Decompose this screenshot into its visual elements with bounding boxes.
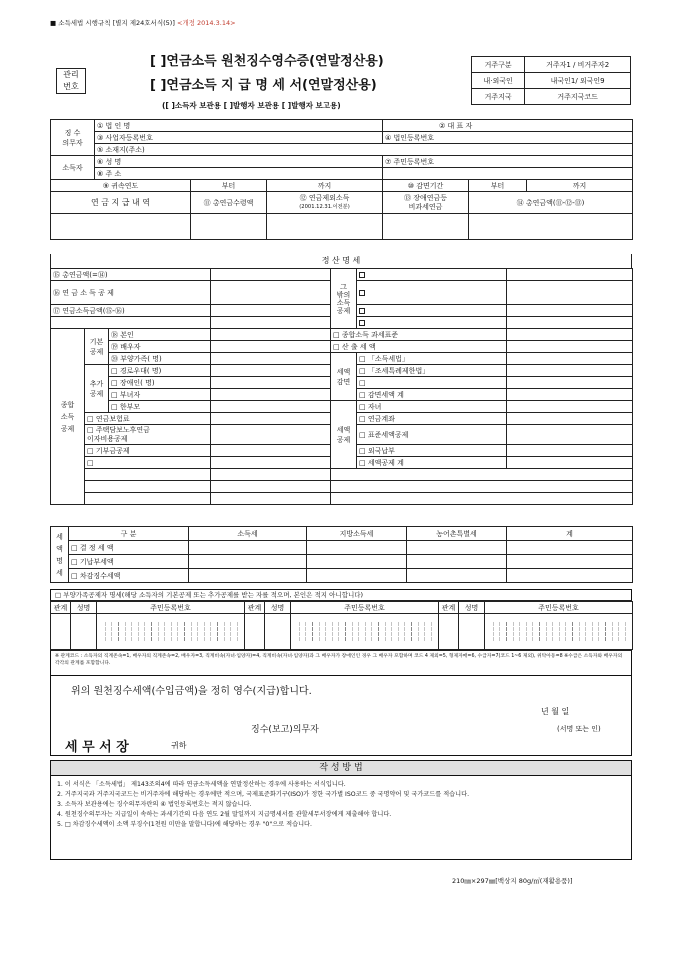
corp-reg-number-field[interactable]: ④ 법인등록번호 [383,132,633,144]
blank-deduction-row: □ [85,457,211,469]
pension-insurance-row: □ 연금보험료 [85,413,211,425]
representative-field[interactable]: ② 대 표 자 [383,120,633,132]
pension-deduction-row: ⑯ 연 금 소 득 공 제 [51,281,211,305]
nationality-label: 내·외국인 [472,73,525,89]
col-category: 구 분 [69,527,189,541]
residency-label: 거주구분 [472,57,525,73]
id-grid[interactable] [291,614,439,650]
checkbox[interactable] [359,290,365,296]
settlement-table [50,268,633,505]
col-name: 성명 [265,602,291,614]
method-item: 1. 이 서식은 「소득세법」 제143조의4에 따라 연금소득세액을 연말정산하는 경우에 사용하는 서식입니다. [57,781,346,788]
excluded-income-label: ⑫ 연금제외소득 [299,193,350,202]
donation-row: □ 기부금공제 [85,445,211,457]
earner-name-field[interactable]: ⑥ 성 명 [95,156,383,168]
period-from: 부터 [191,180,267,192]
other-deduction-group: 그 밖의 소득 공제 [331,269,357,329]
title-block [50,48,470,116]
earner-group: 소득자 [51,156,95,180]
title-statement: [ ]연금소득 지 급 명 세 서(연말정산용) [150,78,377,93]
reduction-to: 까지 [527,180,633,192]
basic-dependents: ⑳ 부양가족( 명) [109,353,211,365]
id-grid[interactable] [485,614,633,650]
method-item: 5. □ 차감징수세액이 소액 부징수(1천원 미만을 말합니다)에 해당하는 경우 "0"으로 적습니다. [57,821,312,828]
total-pension-received: ⑪ 총연금수령액 [191,192,267,214]
reduction-period-label: ⑩ 감면기간 [383,180,469,192]
checkbox[interactable] [359,320,365,326]
total-pension-row: ⑮ 총연금액(=⑭) [51,269,211,281]
basic-self: ⑱ 본인 [109,329,211,341]
dependents-title: □ 부양가족공제자 명세(해당 소득자의 기본공제 또는 추가공제를 받는 자를 적으며, 본인은 적지 아니합니다) [50,589,632,601]
col-relation: 관계 [51,602,71,614]
credit-children: □ 자녀 [357,401,507,413]
method-item: 2. 거주지국과 거주지국코드는 비거주자에 해당하는 경우에만 적으며, 국제표준화기구(ISO)가 정한 국가별 ISO코드 중 국명약어 및 국가코드를 적습니다. [57,791,470,798]
tax-credit-group: 세액 공제 [331,401,357,469]
relation-code-note: ※ 관계코드 : 소득자의 직계존속=1, 배우자의 직계존속=2, 배우자=3, 직계비속(자녀·입양자)=4, 직계비속(자녀·입양자)과 그 배우자가 장애인인 경우 그 배우자 포함하며 코드 4 제외=5, 형제자매=6, 수급자=7(코드 1~6 제외), 위탁아동=8 ※수급은 소득자와 배우자의 각각의 관계를 포함합니다. [50,650,632,676]
credit-standard: □ 표준세액공제 [357,425,507,445]
earner-address-field[interactable]: ⑧ 주 소 [95,168,383,180]
col-id: 주민등록번호 [97,602,245,614]
pension-income-row: ⑰ 연금소득금액(⑮-⑯) [51,305,211,317]
regulation-label: ■ 소득세법 시행규칙 [별지 제24호서식(5)] [50,19,175,27]
determined-tax-row: □ 결 정 세 액 [69,541,189,555]
country-label: 거주지국 [472,89,525,105]
mgmt-number-box: 관리 번호 [56,68,86,94]
honorific-label: 귀하 [171,741,187,750]
calculated-tax-row: □ 산 출 세 액 [331,341,507,353]
exempt-total: □ 감면세액 계 [357,389,507,401]
paper-spec: 210㎜×297㎜[백상지 80g/㎡(재활용품)] [452,877,573,885]
excluded-income [267,192,383,214]
net-tax-row: □ 차감징수세액 [69,569,189,583]
checkbox[interactable] [359,308,365,314]
copies-label: ([ ]소득자 보관용 [ ]발행자 보관용 [ ]발행자 보고용) [162,101,341,110]
withholder-group: 징 수 의무자 [51,120,95,156]
exempt-income-tax-act: □ 「소득세법」 [357,353,507,365]
residency-value: 거주자1 / 비거주자2 [525,57,631,73]
biz-reg-number-field[interactable]: ③ 사업자등록번호 [95,132,383,144]
tax-detail-table [50,526,633,583]
signature-field[interactable]: (서명 또는 인) [557,725,601,733]
dependents-table [50,601,633,650]
credit-foreign-paid: □ 외국납부 [357,445,507,457]
payer-label: 징수(보고)의무자 [251,725,319,735]
confirmation-block [50,676,632,756]
col-name: 성명 [71,602,97,614]
extra-woman: □ 부녀자 [109,389,211,401]
main-form-table [50,119,633,240]
col-relation: 관계 [439,602,459,614]
additional-deduction-group: 추가 공제 [85,365,109,413]
comprehensive-deduction-group: 종합 소득 공제 [51,329,85,505]
extra-single-parent: □ 한부모 [109,401,211,413]
tax-exemption-group: 세액 감면 [331,353,357,401]
tax-office-label: 세 무 서 장 [65,740,129,755]
extra-elderly: □ 경로우대( 명) [109,365,211,377]
basic-deduction-group: 기본 공제 [85,329,109,365]
basic-spouse: ⑲ 배우자 [109,341,211,353]
revision-label: <개정 2014.3.14> [176,19,236,27]
method-list [50,776,632,860]
col-rural-tax: 농어촌특별세 [407,527,507,541]
disability-pension [383,192,469,214]
checkbox[interactable] [359,272,365,278]
credit-total: □ 세액공제 계 [357,457,507,469]
earner-id-field[interactable]: ⑦ 주민등록번호 [383,156,633,168]
prepaid-tax-row: □ 기납부세액 [69,555,189,569]
date-field[interactable]: 년 월 일 [541,707,570,716]
nontaxable-pension-label: 비과세연금 [408,202,443,211]
period-to: 까지 [267,180,383,192]
reduction-from: 부터 [469,180,527,192]
credit-pension-account: □ 연금계좌 [357,413,507,425]
attribution-year-label: ⑨ 귀속연도 [51,180,191,192]
method-title: 작 성 방 법 [50,760,632,776]
form-header [50,18,236,27]
nationality-value: 내국인1/ 외국인9 [525,73,631,89]
tax-base-row: □ 종합소득 과세표준 [331,329,507,341]
tax-detail-group: 세 액 명 세 [51,527,69,583]
corp-name-field[interactable]: ① 법 인 명 [95,120,383,132]
residency-table [471,56,631,105]
method-item: 3. 소득자 보관용에는 징수의무자란의 ④ 법인등록번호는 적지 않습니다. [57,801,252,808]
title-receipt: [ ]연금소득 원천징수영수증(연말정산용) [150,54,384,69]
method-item: 4. 원천징수의무자는 지급일이 속하는 과세기간의 다음 연도 2월 말일까지 지급명세서를 관할세무서장에게 제출해야 합니다. [57,811,392,818]
col-total: 계 [507,527,633,541]
exempt-special-tax-act: □ 「조세특례제한법」 [357,365,507,377]
exempt-other: □ [357,377,507,389]
total-pension-amount: ⑭ 총연금액(⑪-⑫-⑬) [469,192,633,214]
col-name: 성명 [459,602,485,614]
disability-pension-label: ⑬ 장애연금등 [403,193,448,202]
address-field[interactable]: ⑤ 소재지(주소) [95,144,633,156]
col-local-tax: 지방소득세 [307,527,407,541]
settlement-title: 정 산 명 세 [50,254,632,268]
id-grid[interactable] [97,614,245,650]
excluded-income-note: (2001.12.31.이전분) [299,203,350,210]
mortgage-pension-row: □ 주택담보노후연금 이자비용공제 [85,425,211,445]
confirmation-text: 위의 원천징수세액(수입금액)을 정히 영수(지급)합니다. [71,686,312,697]
payment-label: 연 금 지 급 내 역 [51,192,191,214]
col-relation: 관계 [245,602,265,614]
country-code: 거주지국코드 [525,89,631,105]
extra-disabled: □ 장애인( 명) [109,377,211,389]
col-income-tax: 소득세 [189,527,307,541]
col-id: 주민등록번호 [485,602,633,614]
col-id: 주민등록번호 [291,602,439,614]
